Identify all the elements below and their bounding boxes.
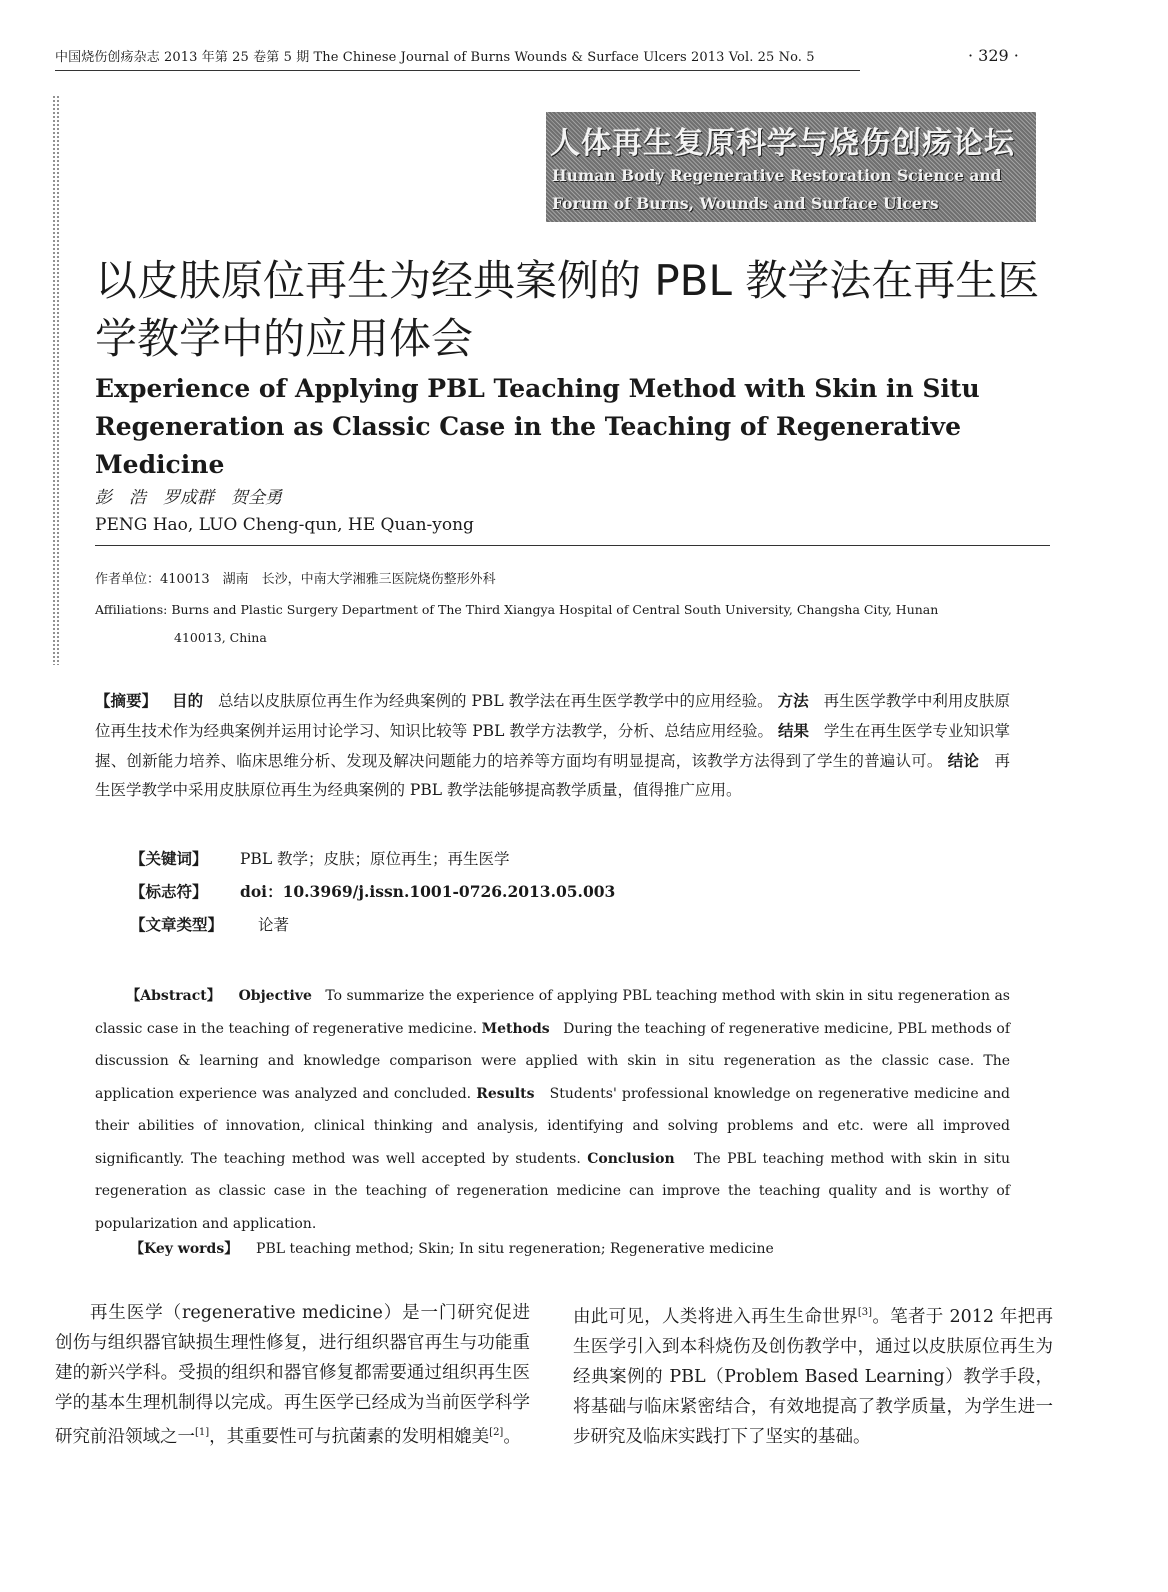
objective-label-en: Objective <box>238 988 312 1004</box>
conclusion-text-cn: 再生医学教学中采用皮肤原位再生为经典案例的 PBL 教学法能够提高教学质量，值得推广应用。 <box>95 752 1010 799</box>
citation-ref: [2] <box>489 1427 504 1438</box>
abstract-en <box>95 980 1010 1240</box>
affiliation-en-cont: 410013, China <box>174 630 267 645</box>
body-column-right <box>573 1298 1053 1452</box>
results-text-en: Students' professional knowledge on regenerative medicine and their abilities of innovation, clinical thinking and analysis, identifying and solving problems and etc. were all improved significantly. The teaching method was well accepted by students. <box>95 1085 1010 1167</box>
keywords-en-label: 【Key words】 <box>130 1241 239 1257</box>
abstract-cn <box>95 686 1010 805</box>
section-banner <box>546 112 1036 222</box>
methods-label-en: Methods <box>481 1020 550 1037</box>
keywords-en-row <box>130 1238 774 1258</box>
body-text: ，其重要性可与抗菌素的发明相媲美 <box>209 1426 490 1447</box>
doi-value: doi：10.3969/j.issn.1001-0726.2013.05.003 <box>240 882 616 901</box>
article-title-cn: 以皮肤原位再生为经典案例的 PBL 教学法在再生医学教学中的应用体会 <box>95 256 1040 363</box>
article-type-value: 论著 <box>258 916 290 934</box>
article-title-en: Experience of Applying PBL Teaching Method with Skin in Situ Regeneration as Classic Case in the Teaching of Regenerative Medicine <box>95 374 980 479</box>
banner-en-line2: Forum of Burns, Wounds and Surface Ulcers <box>552 194 939 213</box>
body-text: 再生医学（regenerative medicine）是一门研究促进创伤与组织器官缺损生理性修复，进行组织器官再生与功能重建的新兴学科。受损的组织和器官修复都需要通过组织再生医学的基本生理机制得以完成。再生医学已经成为当前医学科学研究前沿领域之一 <box>55 1303 530 1447</box>
doi-row <box>130 880 616 902</box>
banner-en-line1: Human Body Regenerative Restoration Science and <box>552 166 1002 185</box>
article-type-label: 【文章类型】 <box>130 915 224 934</box>
keywords-cn-label: 【关键词】 <box>130 849 208 868</box>
objective-label-cn: 目的 <box>172 691 204 710</box>
author-rule <box>95 545 1050 546</box>
page-number: · 329 · <box>968 46 1019 65</box>
methods-text-cn: 再生医学教学中利用皮肤原位再生技术作为经典案例并运用讨论学习、知识比较等 PBL 教学方法教学，分析、总结应用经验。 <box>95 692 1010 740</box>
affiliation-en-label: Affiliations: <box>95 602 168 617</box>
affiliation-cn: 作者单位：410013 湖南 长沙，中南大学湘雅三医院烧伤整形外科 <box>95 572 496 587</box>
abstract-en-label: 【Abstract】 <box>126 988 221 1004</box>
keywords-en: PBL teaching method; Skin; In situ regeneration; Regenerative medicine <box>256 1241 774 1257</box>
body-text: 。 <box>503 1426 521 1447</box>
body-paragraph-1 <box>55 1298 530 1452</box>
banner-title-en <box>552 162 1034 218</box>
authors-en: PENG Hao, LUO Cheng-qun, HE Quan-yong <box>95 515 474 535</box>
banner-title-cn: 人体再生复原科学与烧伤创疡论坛 <box>550 126 1015 161</box>
conclusion-text-en: The PBL teaching method with skin in situ regeneration as classic case in the teaching of regeneration medicine can improve the teaching quality and is worthy of popularization and application. <box>95 1150 1011 1232</box>
citation-ref: [3] <box>857 1307 873 1318</box>
affiliation-en <box>95 596 1010 652</box>
running-header: 中国烧伤创疡杂志 2013 年第 25 卷第 5 期 The Chinese Journal of Burns Wounds & Surface Ulcers 2013 Vol. 25 No. 5 <box>55 50 815 65</box>
keywords-cn: PBL 教学；皮肤；原位再生；再生医学 <box>240 850 510 868</box>
authors-cn: 彭 浩 罗成群 贺全勇 <box>95 488 282 508</box>
affiliation-en-text: Burns and Plastic Surgery Department of The Third Xiangya Hospital of Central South University, Changsha City, Hunan <box>171 602 939 617</box>
citation-ref: [1] <box>195 1427 210 1438</box>
conclusion-label-en: Conclusion <box>587 1150 675 1167</box>
body-column-left <box>55 1298 530 1452</box>
objective-text-en: To summarize the experience of applying PBL teaching method with skin in situ regeneration as classic case in the teaching of regenerative medicine. <box>95 988 1010 1037</box>
results-label-en: Results <box>476 1085 535 1102</box>
body-text: 。笔者于 2012 年把再生医学引入到本科烧伤及创伤教学中，通过以皮肤原位再生为经典案例的 PBL（Problem Based Learning）教学手段，将基础与临床紧密结合，有效地提高了教学质量，为学生进一步研究及临床实践打下了坚实的基础。 <box>573 1306 1053 1447</box>
margin-dot-strip <box>52 95 61 665</box>
methods-label-cn: 方法 <box>777 691 809 710</box>
abstract-cn-label: 【摘要】 <box>95 691 158 710</box>
keywords-cn-row <box>130 847 510 869</box>
results-text-cn: 学生在再生医学专业知识掌握、创新能力培养、临床思维分析、发现及解决问题能力的培养等方面均有明显提高，该教学方法得到了学生的普遍认可。 <box>95 722 1010 770</box>
results-label-cn: 结果 <box>777 721 810 740</box>
body-paragraph-2 <box>573 1298 1053 1452</box>
body-text: 由此可见，人类将进入再生生命世界 <box>573 1306 858 1327</box>
doi-label: 【标志符】 <box>130 882 208 901</box>
conclusion-label-cn: 结论 <box>947 751 980 770</box>
article-type-row <box>130 913 289 935</box>
header-rule <box>55 70 860 71</box>
methods-text-en: During the teaching of regenerative medicine, PBL methods of discussion & learning and knowledge comparison were applied with skin in situ regeneration as the classic case. The application experience was analyzed and concluded. <box>95 1020 1010 1102</box>
objective-text-cn: 总结以皮肤原位再生作为经典案例的 PBL 教学法在再生医学教学中的应用经验。 <box>218 692 773 710</box>
